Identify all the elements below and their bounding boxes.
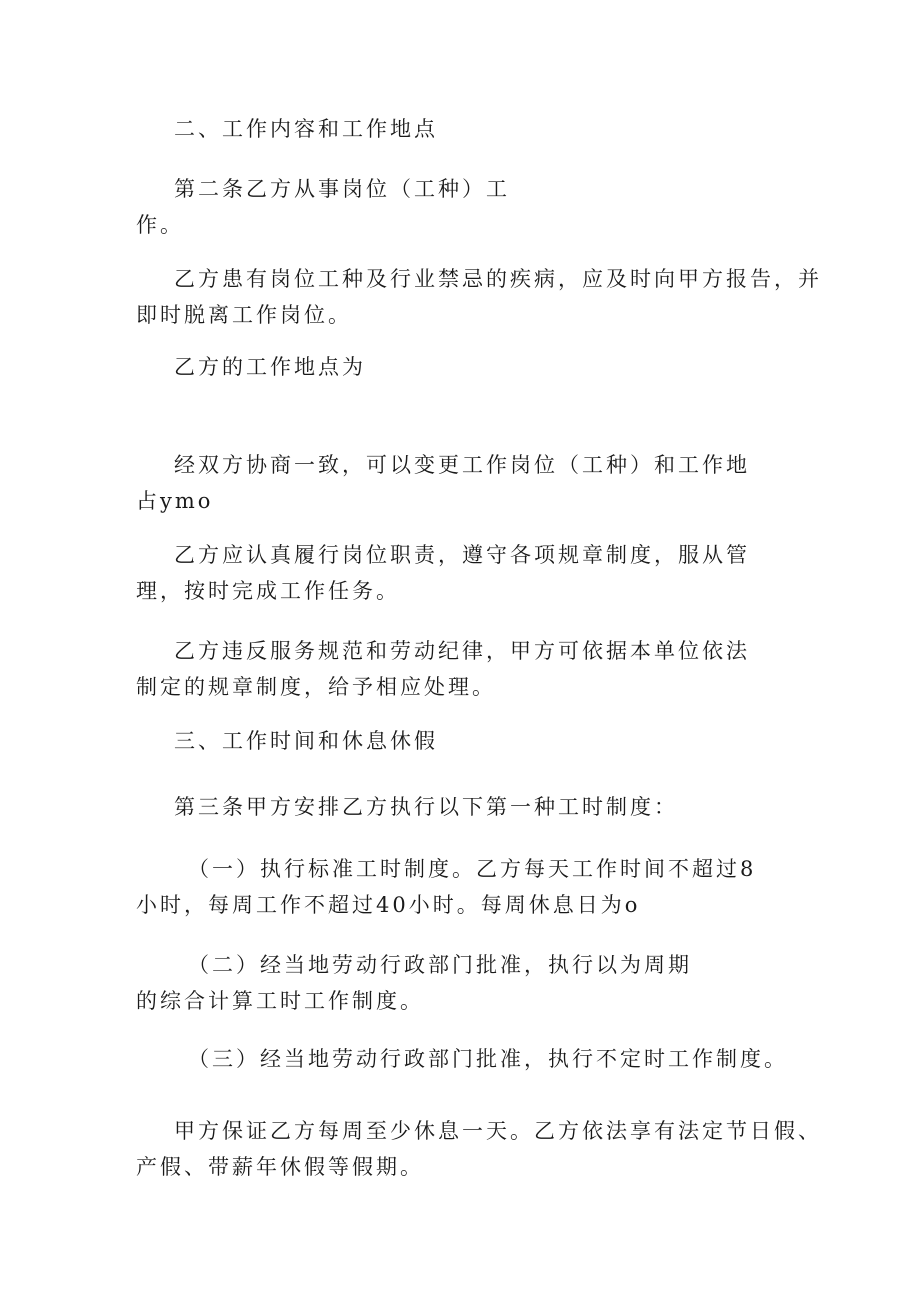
text-line: 的综合计算工时工作制度。 xyxy=(136,989,424,1013)
paragraph-work-location xyxy=(136,346,796,388)
text-line: 作。 xyxy=(136,213,184,237)
article-2-post xyxy=(136,168,796,246)
section-heading-working-hours xyxy=(136,720,796,762)
article-3-hours-system xyxy=(136,786,796,828)
text-line: 甲方保证乙方每周至少休息一天。乙方依法享有法定节日假、 xyxy=(174,1119,822,1143)
text-line: （三）经当地劳动行政部门批准，执行不定时工作制度。 xyxy=(188,1047,788,1071)
paragraph-rest-days xyxy=(136,1110,822,1188)
text-line: 乙方患有岗位工种及行业禁忌的疾病，应及时向甲方报告，并 xyxy=(174,267,822,291)
paragraph-discipline xyxy=(136,630,796,708)
text-line: 经双方协商一致，可以变更工作岗位（工种）和工作地 xyxy=(174,453,750,477)
section-heading-work-content xyxy=(136,108,796,150)
text-line: （一）执行标准工时制度。乙方每天工作时间不超过8 xyxy=(188,857,757,881)
text-line: 产假、带薪年休假等假期。 xyxy=(136,1155,424,1179)
text-line: 乙方应认真履行岗位职责，遵守各项规章制度，服从管 xyxy=(174,543,750,567)
paragraph-duties xyxy=(136,534,796,612)
item-standard-hours xyxy=(136,848,796,926)
text-line: 小时，每周工作不超过40小时。每周休息日为o xyxy=(136,893,641,917)
text-line: 理，按时完成工作任务。 xyxy=(136,579,400,603)
text-line: 即时脱离工作岗位。 xyxy=(136,303,352,327)
text-line: 乙方的工作地点为 xyxy=(174,355,366,379)
item-comprehensive-hours xyxy=(136,944,796,1022)
item-flexible-hours xyxy=(136,1038,796,1080)
text-line: 二、工作内容和工作地点 xyxy=(174,117,438,141)
text-line: 第三条甲方安排乙方执行以下第一种工时制度： xyxy=(174,795,678,819)
text-line: （二）经当地劳动行政部门批准，执行以为周期 xyxy=(188,953,692,977)
paragraph-disease-report xyxy=(136,258,822,336)
text-line: 乙方违反服务规范和劳动纪律，甲方可依据本单位依法 xyxy=(174,639,750,663)
text-line: 三、工作时间和休息休假 xyxy=(174,729,438,753)
text-line: 占ymo xyxy=(136,489,214,513)
text-line: 第二条乙方从事岗位（工种）工 xyxy=(174,177,510,201)
paragraph-change-post xyxy=(136,444,796,522)
text-line: 制定的规章制度，给予相应处理。 xyxy=(136,675,496,699)
